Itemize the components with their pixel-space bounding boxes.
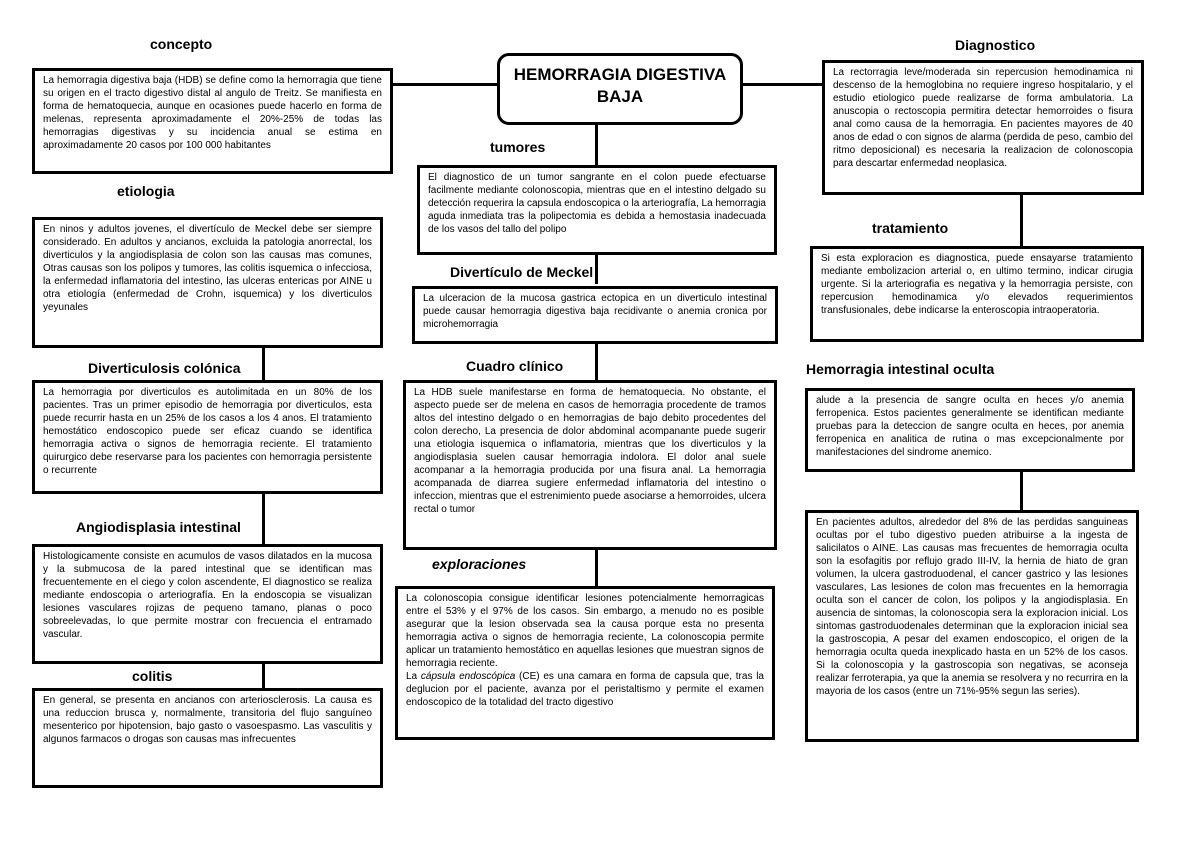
meckel-title: Divertículo de Meckel — [450, 264, 594, 280]
diagnostico-title: Diagnostico — [955, 37, 1036, 53]
cuadro-title: Cuadro clínico — [466, 358, 564, 374]
meckel-box: La ulceracion de la mucosa gastrica ectopica en un diverticulo intestinal puede causar hemorragia digestiva baja recidivante o anemia cronica por microhemorragia — [412, 286, 778, 344]
connector-diagnostico-tratamiento — [1020, 194, 1023, 246]
oculta-box: alude a la presencia de sangre oculta en heces y/o anemia ferropenica. Estos pacientes generalmente se identifican mediante pruebas para la deteccion de sangre oculta en heces, por anemia ferropenica en analitica de rutina o mas excepcionalmente por manifestaciones del sindrome anemico. — [805, 388, 1135, 472]
tratamiento-box: Si esta exploracion es diagnostica, puede ensayarse tratamiento mediante embolizacion arterial o, en ultimo termino, indicar cirugia urgente. Si la arteriografia es negativa y la hemorragia persiste, con repercusion hemodinamica y/o elevados requerimientos transfusionales, debe indicarse la enteroscopia intraoperatoria. — [810, 246, 1144, 342]
exploraciones-title: exploraciones — [432, 556, 527, 572]
etiologia-title: etiologia — [117, 183, 175, 199]
diverticulosis-box: La hemorragia por diverticulos es autolimitada en un 80% de los pacientes. Tras un primer episodio de hemorragia por diverticulos, esta puede recurrir hasta en un 25% de los casos a los 4 anos. El tratamiento hemostático endoscopico puede ser eficaz cuando se identifica hemorragia activa o signos de hemorragia reciente. El tratamiento quirurgico debe reservarse para los pacientes con hemorragia persistente o recurrente — [32, 380, 383, 494]
connector-meckel-cuadro — [595, 342, 598, 380]
tumores-box: El diagnostico de un tumor sangrante en el colon puede efectuarse facilmente mediante colonoscopia, mientras que en el intestino delgado su detección requerira la capsula endoscopica o la arteriografía, La hemorragia aguda inmediata tras la polipectomia es debida a hemostasia inadecuada de los vasos del tallo del polipo — [417, 165, 777, 255]
oculta-title: Hemorragia intestinal oculta — [806, 361, 995, 377]
adultos-box: En pacientes adultos, alrededor del 8% de las perdidas sanguineas ocultas por el tubo digestivo pueden atribuirse a la ingesta de salicilatos o AINE. Las causas mas frecuentes de hemorragia oculta son la esofagitis por reflujo grado III-IV, la hernia de hiato de gran volumen, la ulcera gastroduodenal, el cancer gastrico y las lesiones vasculares, Las lesiones de colon mas frecuentes en la hemorragia oculta son el cancer de colon, los polipos y la angiodisplasia. En ausencia de sintomas, la colonoscopia sera la exploracion inicial. Los sintomas gastroduodenales determinan que la exploracion inicial sea la gastroscopia, A pesar del examen endoscopico, el origen de la hemorragia oculta queda inexplicado hasta en un 52% de los casos. Si la colonoscopia y la gastroscopia son negativas, se aconseja realizar ferroterapia, ya que la anemia se resolvera y no recurrira en la mayoria de los casos (entre un 71%-95% segun las series). — [805, 510, 1139, 742]
cuadro-box: La HDB suele manifestarse en forma de hematoquecia. No obstante, el aspecto puede ser de melena en casos de hemorragia procedente de tramos altos del intestino delgado o en hemorragias de bajo debito procedentes del colon derecho, La presencia de dolor abdominal acompanante puede sugerir una etiologia isquemica o inflamatoria, mientras que los diverticulos y la angiodisplasia suelen causar hemorragia indolora. El dolor anal suele acompanar a la hemorragia producida por una fisura anal. La hemorragia acompanada de diarrea sugiere enfermedad inflamatoria del intestino o infeccion, mientras que el estrenimiento puede asociarse a hemorroides, ulcera rectal o tumor — [403, 380, 777, 550]
connector-diverticulosis-angiodisplasia — [262, 492, 265, 546]
tumores-title: tumores — [490, 139, 546, 155]
central-topic-box — [497, 53, 743, 125]
concepto-title: concepto — [150, 36, 213, 52]
connector-oculta-adultos — [1020, 470, 1023, 510]
angiodisplasia-box: Histologicamente consiste en acumulos de vasos dilatados en la mucosa y la submucosa de la pared intestinal que se identifican mas frecuentemente en el ciego y colon ascendente, El diagnostico se realiza mediante endoscopia o arteriografía. En la endoscopia se visualizan lesiones vasculares rojizas de pequeno tamano, planas o poco sobreelevadas, lo que permite mostrar con frecuencia el entramado vascular. — [32, 544, 383, 664]
colitis-box: En general, se presenta en ancianos con arteriosclerosis. La causa es una reduccion brusca y, normalmente, transitoria del flujo sanguíneo mesenterico por hipotension, bajo gasto o vasoespasmo. Las vasculitis y algunos farmacos o drogas son causas mas infrecuentes — [32, 688, 383, 788]
diagnostico-box: La rectorragia leve/moderada sin repercusion hemodinamica ni descenso de la hemoglobina no requiere ingreso hospitalario, y el estudio etiologico puede realizarse de forma ambulatoria. La anuscopia o rectoscopia permitira detectar hemorroides o fisura anal como causa de la hemorragia. En pacientes mayores de 40 anos de edad o con signos de alarma (perdida de peso, cambio del ritmo deposicional) es necesaria la realizacion de colonoscopia para descartar enfermedad neoplasica. — [822, 60, 1144, 195]
connector-center-diagnostico — [742, 83, 824, 86]
colitis-title: colitis — [132, 668, 173, 684]
diverticulosis-title: Diverticulosis colónica — [88, 360, 241, 376]
connector-etiologia-diverticulosis — [262, 348, 265, 382]
concepto-box: La hemorragia digestiva baja (HDB) se define como la hemorragia que tiene su origen en el tracto digestivo distal al angulo de Treitz. Se manifiesta en forma de hematoquecia, aunque en ocasiones puede hacerlo en forma de melenas, representa aproximadamente el 20%-25% de todas las hemorragias digestivas y su incidencia anual se estima en aproximadamente 20 casos por 100 000 habitantes — [32, 68, 393, 174]
connector-angiodisplasia-colitis — [262, 662, 265, 688]
central-title-line2: BAJA — [596, 87, 644, 106]
connector-center-down — [595, 124, 598, 166]
connector-cuadro-exploraciones — [595, 548, 598, 586]
tratamiento-title: tratamiento — [872, 220, 949, 236]
exploraciones-box — [395, 586, 775, 740]
etiologia-box: En ninos y adultos jovenes, el divertículo de Meckel debe ser siempre considerado. En adultos y ancianos, excluida la patologia anorrectal, los diverticulos y la angiodisplasia de colon son las causas mas comunes, Otras causas son los polipos y tumores, las colitis isquemica o infecciosa, la enfermedad inflamatoria del intestino, las ulceras entericas por AINE u otra etiología (enfermedad de Crohn, isquemica) y los diverticulos yeyunales — [32, 217, 383, 348]
connector-tumores-meckel — [595, 254, 598, 284]
angiodisplasia-title: Angiodisplasia intestinal — [76, 519, 241, 535]
central-title-line1: HEMORRAGIA DIGESTIVA — [513, 65, 727, 84]
connector-concepto-center — [392, 83, 498, 86]
exploraciones-capsula-text: La cápsula endoscópica (CE) es una camara en forma de capsula que, tras la deglucion por el paciente, avanza por el peristaltismo y permite el examen endoscopico de la totalidad del tracto digestivo — [406, 671, 764, 708]
exploraciones-colonoscopia-text: La colonoscopia consigue identificar lesiones potencialmente hemorragicas entre el 53% y el 97% de los casos. Sin embargo, a menudo no es posible asegurar que la lesion observada sea la causa porque esta no presenta hemorragia activa o signos de hemorragia reciente, La colonoscopia permite aplicar un tratamiento hemostático en aquellas lesiones que muestran signos de hemorragia reciente. — [406, 593, 764, 669]
